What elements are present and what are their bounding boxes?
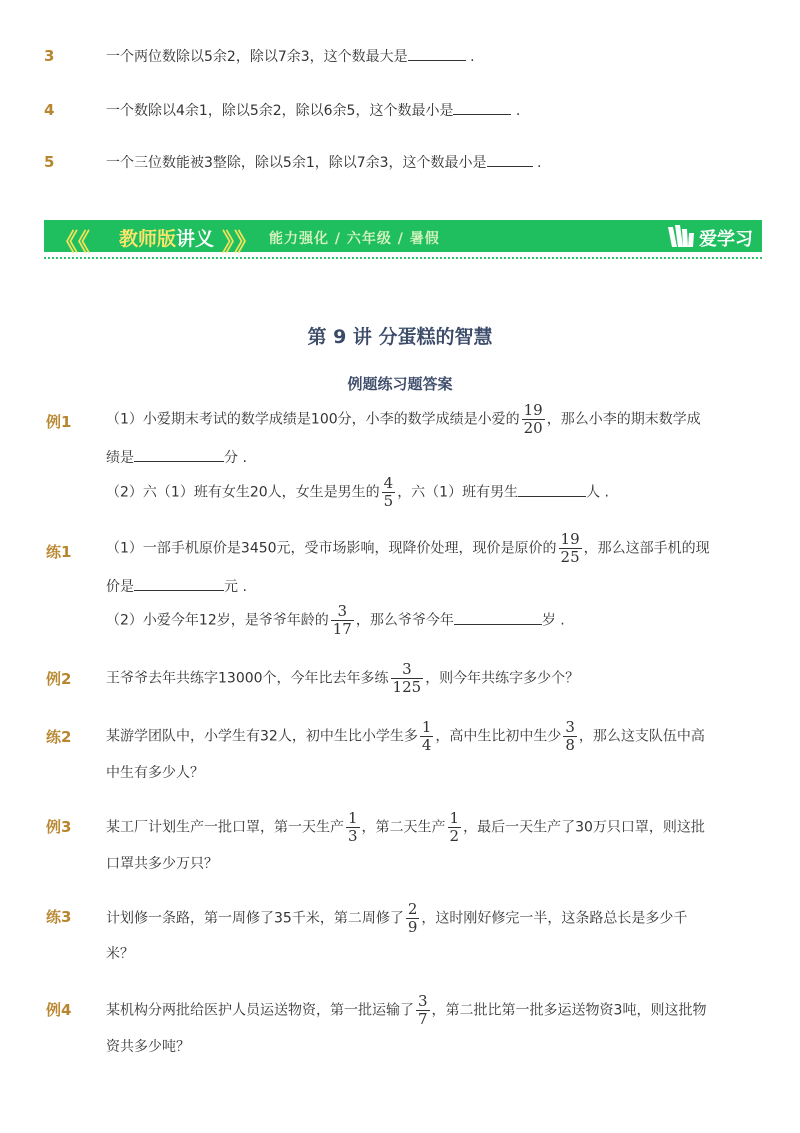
fraction: $\frac{1}{4}$ [421, 718, 432, 754]
answer-blank[interactable] [408, 46, 466, 61]
answer-blank[interactable] [134, 576, 224, 591]
lecture-title: 第 9 讲 分蛋糕的智慧 [307, 326, 493, 348]
question-line: 资共多少吨？ [106, 1039, 190, 1055]
example-tag: 例3 [46, 818, 72, 836]
question-line: （2）六（1）班有女生20人，女生是男生的 $\frac{4}{5}$ ，六（1）班有男生 人 . [106, 474, 610, 510]
fraction: $\frac{2}{9}$ [407, 900, 418, 936]
answer-blank[interactable] [454, 610, 542, 625]
question-line: 计划修一条路，第一周修了35千米，第二周修了 $\frac{2}{9}$ ，这时刚好修完一半，这条路总长是多少千 [106, 900, 688, 936]
question-line: （2）小爱今年12岁，是爷爷年龄的 $\frac{3}{17}$ ，那么爷爷今年 岁 . [106, 602, 565, 638]
question-line: 口罩共多少万只？ [106, 856, 218, 872]
section-title: 例题练习题答案 [347, 375, 453, 393]
example-tag: 例2 [46, 670, 72, 688]
answer-blank[interactable] [134, 447, 224, 462]
question-line: 某游学团队中，小学生有32人，初中生比小学生多 $\frac{1}{4}$ ，高中生比初中生少 $\frac{3}{8}$ ，那么这支队伍中高 [106, 718, 705, 754]
fraction: $\frac{19}{20}$ [523, 401, 543, 437]
practice-tag: 练3 [46, 908, 72, 926]
right-chevrons-icon: 》》 [222, 228, 258, 256]
left-chevrons-icon: 《《 [54, 228, 90, 256]
answer-blank[interactable] [487, 152, 533, 167]
fraction: $\frac{19}{25}$ [560, 530, 580, 566]
problem-text: 一个三位数能被3整除，除以5余1，除以7余3，这个数最小是 . [106, 152, 541, 173]
brand-logo: 爱学习 [699, 229, 753, 250]
problem-number: 3 [44, 47, 55, 65]
question-line: 王爷爷去年共练字13000个，今年比去年多练 $\frac{3}{125}$ ，则今年共练字多少个？ [106, 660, 580, 696]
fraction: $\frac{3}{7}$ [418, 992, 428, 1028]
fraction: $\frac{3}{17}$ [332, 602, 352, 638]
practice-tag: 练1 [46, 543, 72, 561]
question-line: 绩是 分 . [106, 447, 247, 468]
question-line: 某机构分两批给医护人员运送物资，第一批运输了 $\frac{3}{7}$ ，第二批比第一批多运送物资3吨，则这批物 [106, 992, 707, 1028]
answer-blank[interactable] [518, 482, 586, 497]
fraction: $\frac{3}{125}$ [392, 660, 422, 696]
practice-tag: 练2 [46, 728, 72, 746]
fraction: $\frac{1}{3}$ [348, 809, 358, 845]
question-line: 某工厂计划生产一批口罩，第一天生产 $\frac{1}{3}$ ，第二天生产 $\frac{1}{2}$ ，最后一天生产了30万只口罩，则这批 [106, 809, 705, 845]
question-line: 价是 元 . [106, 576, 247, 597]
question-line: 米？ [106, 946, 134, 962]
question-line: （1）一部手机原价是3450元，受市场影响，现降价处理，现价是原价的 $\frac{19}{25}$ ，那么这部手机的现 [106, 530, 710, 566]
problem-number: 5 [44, 153, 55, 171]
example-tag: 例4 [46, 1001, 72, 1019]
problem-number: 4 [44, 101, 55, 119]
header-banner [44, 220, 762, 256]
question-line: 中生有多少人？ [106, 765, 204, 781]
banner-breadcrumb: 能力强化 / 六年级 / 暑假 [269, 231, 440, 247]
banner-title: 教师版讲义 [119, 228, 215, 250]
example-tag: 例1 [46, 413, 72, 431]
fraction: $\frac{3}{8}$ [565, 718, 575, 754]
fraction: $\frac{1}{2}$ [449, 809, 460, 845]
problem-text: 一个两位数除以5余2，除以7余3，这个数最大是 . [106, 46, 475, 67]
answer-blank[interactable] [453, 100, 511, 115]
logo-mark-icon [666, 223, 696, 249]
problem-text: 一个数除以4余1，除以5余2，除以6余5，这个数最小是 . [106, 100, 520, 121]
fraction: $\frac{4}{5}$ [383, 474, 394, 510]
dotted-divider [44, 257, 762, 259]
question-line: （1）小爱期末考试的数学成绩是100分，小李的数学成绩是小爱的 $\frac{19}{20}$ ，那么小李的期末数学成 [106, 401, 701, 437]
